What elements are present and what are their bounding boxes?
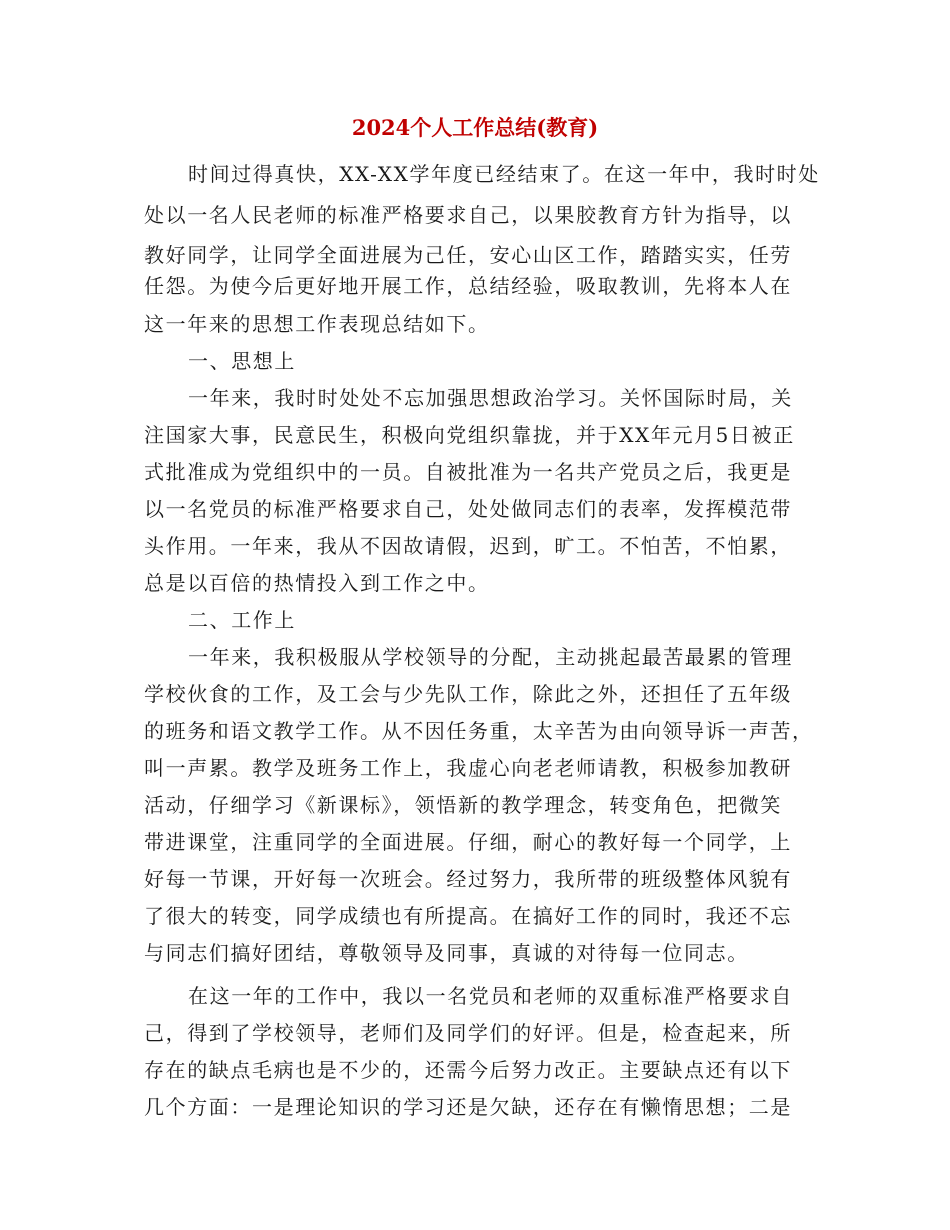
text-line: 几个方面：一是理论知识的学习还是欠缺，还存在有懒惰思想；二是	[144, 1095, 792, 1119]
text-line: 学校伙食的工作，及工会与少先队工作，除此之外，还担任了五年级	[144, 682, 792, 706]
text-line: 叫一声累。教学及班务工作上，我虚心向老老师请教，积极参加教研	[144, 756, 792, 780]
text-line: 处以一名人民老师的标准严格要求自己，以果胶教育方针为指导，以	[144, 203, 792, 227]
text-line: 了很大的转变，同学成绩也有所提高。在搞好工作的同时，我还不忘	[144, 904, 792, 928]
text-line: 活动，仔细学习《新课标》，领悟新的教学理念，转变角色，把微笑	[144, 793, 782, 817]
text-line: 的班务和语文教学工作。从不因任务重，太辛苦为由向领导诉一声苦，	[144, 719, 814, 743]
document-title: 2024个人工作总结(教育)	[351, 115, 599, 140]
text-line: 头作用。一年来，我从不因故请假，迟到，旷工。不怕苦，不怕累，	[144, 534, 792, 558]
text-line: 好每一节课，开好每一次班会。经过努力，我所带的班级整体风貌有	[144, 867, 792, 891]
text-line: 这一年来的思想工作表现总结如下。	[144, 312, 490, 336]
text-line: 注国家大事，民意民生，积极向党组织靠拢，并于XX年元月5日被正	[144, 423, 795, 447]
section-heading: 一、思想上	[188, 349, 296, 373]
text-line: 任怨。为使今后更好地开展工作，总结经验，吸取教训，先将本人在	[144, 274, 792, 298]
text-line: 在这一年的工作中，我以一名党员和老师的双重标准严格要求自	[188, 984, 793, 1008]
text-line: 教好同学，让同学全面进展为己任，安心山区工作，踏踏实实，任劳	[144, 243, 792, 267]
text-line: 一年来，我积极服从学校领导的分配，主动挑起最苦最累的管理	[188, 645, 793, 669]
text-line: 与同志们搞好团结，尊敬领导及同事，真诚的对待每一位同志。	[144, 941, 749, 965]
text-line: 存在的缺点毛病也是不少的，还需今后努力改正。主要缺点还有以下	[144, 1058, 792, 1082]
text-line: 时间过得真快，XX-XX学年度已经结束了。在这一年中，我时时处	[188, 162, 820, 186]
text-line: 一年来，我时时处处不忘加强思想政治学习。关怀国际时局，关	[188, 386, 793, 410]
text-line: 式批准成为党组织中的一员。自被批准为一名共产党员之后，我更是	[144, 460, 792, 484]
text-line: 以一名党员的标准严格要求自己，处处做同志们的表率，发挥模范带	[144, 497, 792, 521]
text-line: 己，得到了学校领导，老师们及同学们的好评。但是，检查起来，所	[144, 1021, 792, 1045]
text-line: 带进课堂，注重同学的全面进展。仔细，耐心的教好每一个同学，上	[144, 830, 792, 854]
text-line: 总是以百倍的热情投入到工作之中。	[144, 571, 490, 595]
section-heading: 二、工作上	[188, 608, 296, 632]
